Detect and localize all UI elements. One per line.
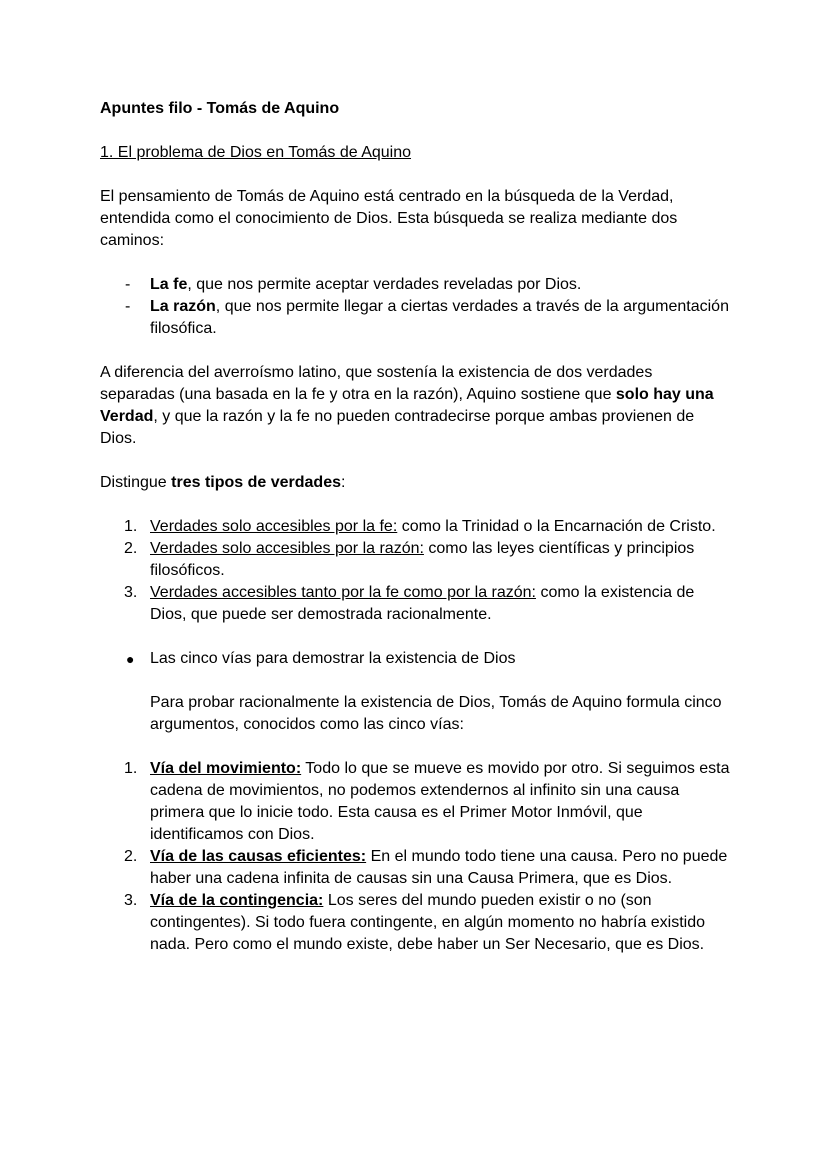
section-heading: 1. El problema de Dios en Tomás de Aquino [100, 144, 412, 161]
number-marker: 3. [124, 584, 138, 601]
document-page [100, 98, 730, 978]
bold-term: solo hay una Verdad [100, 386, 714, 425]
document-title: Apuntes filo - Tomás de Aquino [100, 100, 340, 117]
vias-bullet-list [100, 648, 730, 670]
list-item-text: Los seres del mundo pueden existir o no (son contingentes). Si todo fuera contingente, en algún momento no habría existido nada. Pero como el mundo existe, debe haber un Ser Necesario, que es Dios. [150, 892, 706, 953]
list-item [100, 758, 730, 846]
bold-term: La razón [150, 298, 216, 315]
bold-term: tres tipos de verdades [171, 474, 341, 491]
caminos-list [100, 274, 730, 340]
list-item-text: como las leyes científicas y principios filosóficos. [150, 540, 695, 579]
bullet-marker: ● [126, 651, 135, 667]
verdades-list [100, 516, 730, 626]
number-marker: 2. [124, 848, 138, 865]
list-item [100, 274, 730, 296]
paragraph-text: A diferencia del averroísmo latino, que sostenía la existencia de dos verdades separadas (una basada en la fe y otra en la razón), Aquino sostiene que [100, 364, 653, 403]
list-item-text: como la existencia de Dios, que puede ser demostrada racionalmente. [150, 584, 695, 623]
vias-intro-paragraph: Para probar racionalmente la existencia de Dios, Tomás de Aquino formula cinco argumentos, conocidos como las cinco vías: [150, 694, 722, 733]
via-title: Vía de la contingencia: [150, 892, 324, 909]
list-item [100, 516, 730, 538]
via-title: Vía del movimiento: [150, 760, 302, 777]
list-item [100, 538, 730, 582]
list-item-text: , que nos permite aceptar verdades reveladas por Dios. [187, 276, 582, 293]
number-marker: 3. [124, 892, 138, 909]
number-marker: 1. [124, 518, 138, 535]
list-item [100, 846, 730, 890]
via-title: Vía de las causas eficientes: [150, 848, 367, 865]
underlined-term: Verdades solo accesibles por la razón: [150, 540, 424, 557]
list-item [100, 296, 730, 340]
intro-paragraph: El pensamiento de Tomás de Aquino está centrado en la búsqueda de la Verdad, entendida como el conocimiento de Dios. Esta búsqueda se realiza mediante dos caminos: [100, 188, 678, 249]
distingue-paragraph [100, 472, 730, 494]
vias-list [100, 758, 730, 956]
paragraph-text: Distingue [100, 474, 172, 491]
paragraph-text: , y que la razón y la fe no pueden contradecirse porque ambas provienen de Dios. [100, 408, 695, 447]
underlined-term: Verdades solo accesibles por la fe: [150, 518, 398, 535]
list-item [100, 890, 730, 956]
list-item-text: Las cinco vías para demostrar la existencia de Dios [150, 650, 516, 667]
bold-term: La fe [150, 276, 188, 293]
dash-marker: - [125, 276, 131, 293]
number-marker: 1. [124, 760, 138, 777]
list-item-text: En el mundo todo tiene una causa. Pero no puede haber una cadena infinita de causas sin una Causa Primera, que es Dios. [150, 848, 728, 887]
dash-marker: - [125, 298, 131, 315]
underlined-term: Verdades accesibles tanto por la fe como por la razón: [150, 584, 536, 601]
averroismo-paragraph [100, 362, 730, 450]
list-item-text: , que nos permite llegar a ciertas verdades a través de la argumentación filosófica. [150, 298, 729, 337]
list-item-text: Todo lo que se mueve es movido por otro. Si seguimos esta cadena de movimientos, no podemos extendernos al infinito sin una causa primera que lo inicie todo. Esta causa es el Primer Motor Inmóvil, que identificamos con Dios. [150, 760, 730, 843]
list-item-text: como la Trinidad o la Encarnación de Cristo. [397, 518, 716, 535]
list-item [100, 648, 730, 670]
paragraph-text: : [341, 474, 346, 491]
number-marker: 2. [124, 540, 138, 557]
list-item [100, 582, 730, 626]
